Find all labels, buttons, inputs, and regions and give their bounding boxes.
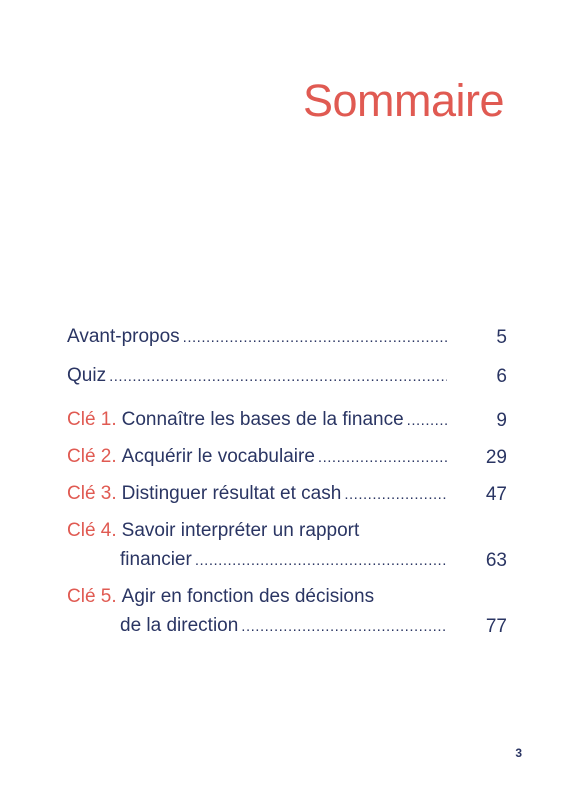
toc-entry-cle-4[interactable] <box>67 516 507 575</box>
toc-entry-cle-2[interactable] <box>67 442 507 472</box>
toc-entry-page: 5 <box>496 327 507 348</box>
toc-entry-page: 9 <box>496 410 507 431</box>
toc-entry-key: Clé 3. <box>67 483 117 504</box>
toc-entry-key: Clé 5. <box>67 586 117 607</box>
toc-entry-key: Clé 1. <box>67 409 117 430</box>
toc-entry-label: Distinguer résultat et cash <box>121 483 342 504</box>
toc-entry-cle-1[interactable] <box>67 405 507 435</box>
toc-entry-page: 29 <box>485 447 507 468</box>
dot-leader <box>109 362 447 391</box>
toc-entry-cle-5[interactable] <box>67 582 507 641</box>
toc-entry-quiz[interactable] <box>67 361 507 391</box>
toc-entry-page: 63 <box>485 550 507 571</box>
dot-leader <box>318 443 447 472</box>
page-title: Sommaire <box>302 75 504 126</box>
page-number: 3 <box>515 746 522 760</box>
dot-leader <box>241 612 447 641</box>
toc-entry-label-continued: de la direction <box>120 615 239 636</box>
dot-leader <box>195 546 447 575</box>
toc-entry-label-continued: financier <box>120 549 192 570</box>
dot-leader <box>183 323 447 352</box>
toc-entry-label: Quiz <box>67 365 107 386</box>
dot-leader <box>344 480 447 509</box>
toc-entry-label: Savoir interpréter un rapport <box>121 520 360 541</box>
table-of-contents <box>67 322 507 641</box>
toc-entry-key: Clé 2. <box>67 446 117 467</box>
toc-entry-key: Clé 4. <box>67 520 117 541</box>
toc-entry-page: 77 <box>485 616 507 637</box>
toc-entry-page: 6 <box>496 366 507 387</box>
toc-entry-cle-3[interactable] <box>67 479 507 509</box>
toc-entry-label: Connaître les bases de la finance <box>121 409 404 430</box>
toc-entry-avant-propos[interactable] <box>67 322 507 352</box>
toc-entry-label: Agir en fonction des décisions <box>121 586 375 607</box>
toc-entry-label: Avant-propos <box>67 326 180 347</box>
toc-entry-page: 47 <box>485 484 507 505</box>
toc-entry-label: Acquérir le vocabulaire <box>121 446 315 467</box>
dot-leader <box>407 406 447 435</box>
